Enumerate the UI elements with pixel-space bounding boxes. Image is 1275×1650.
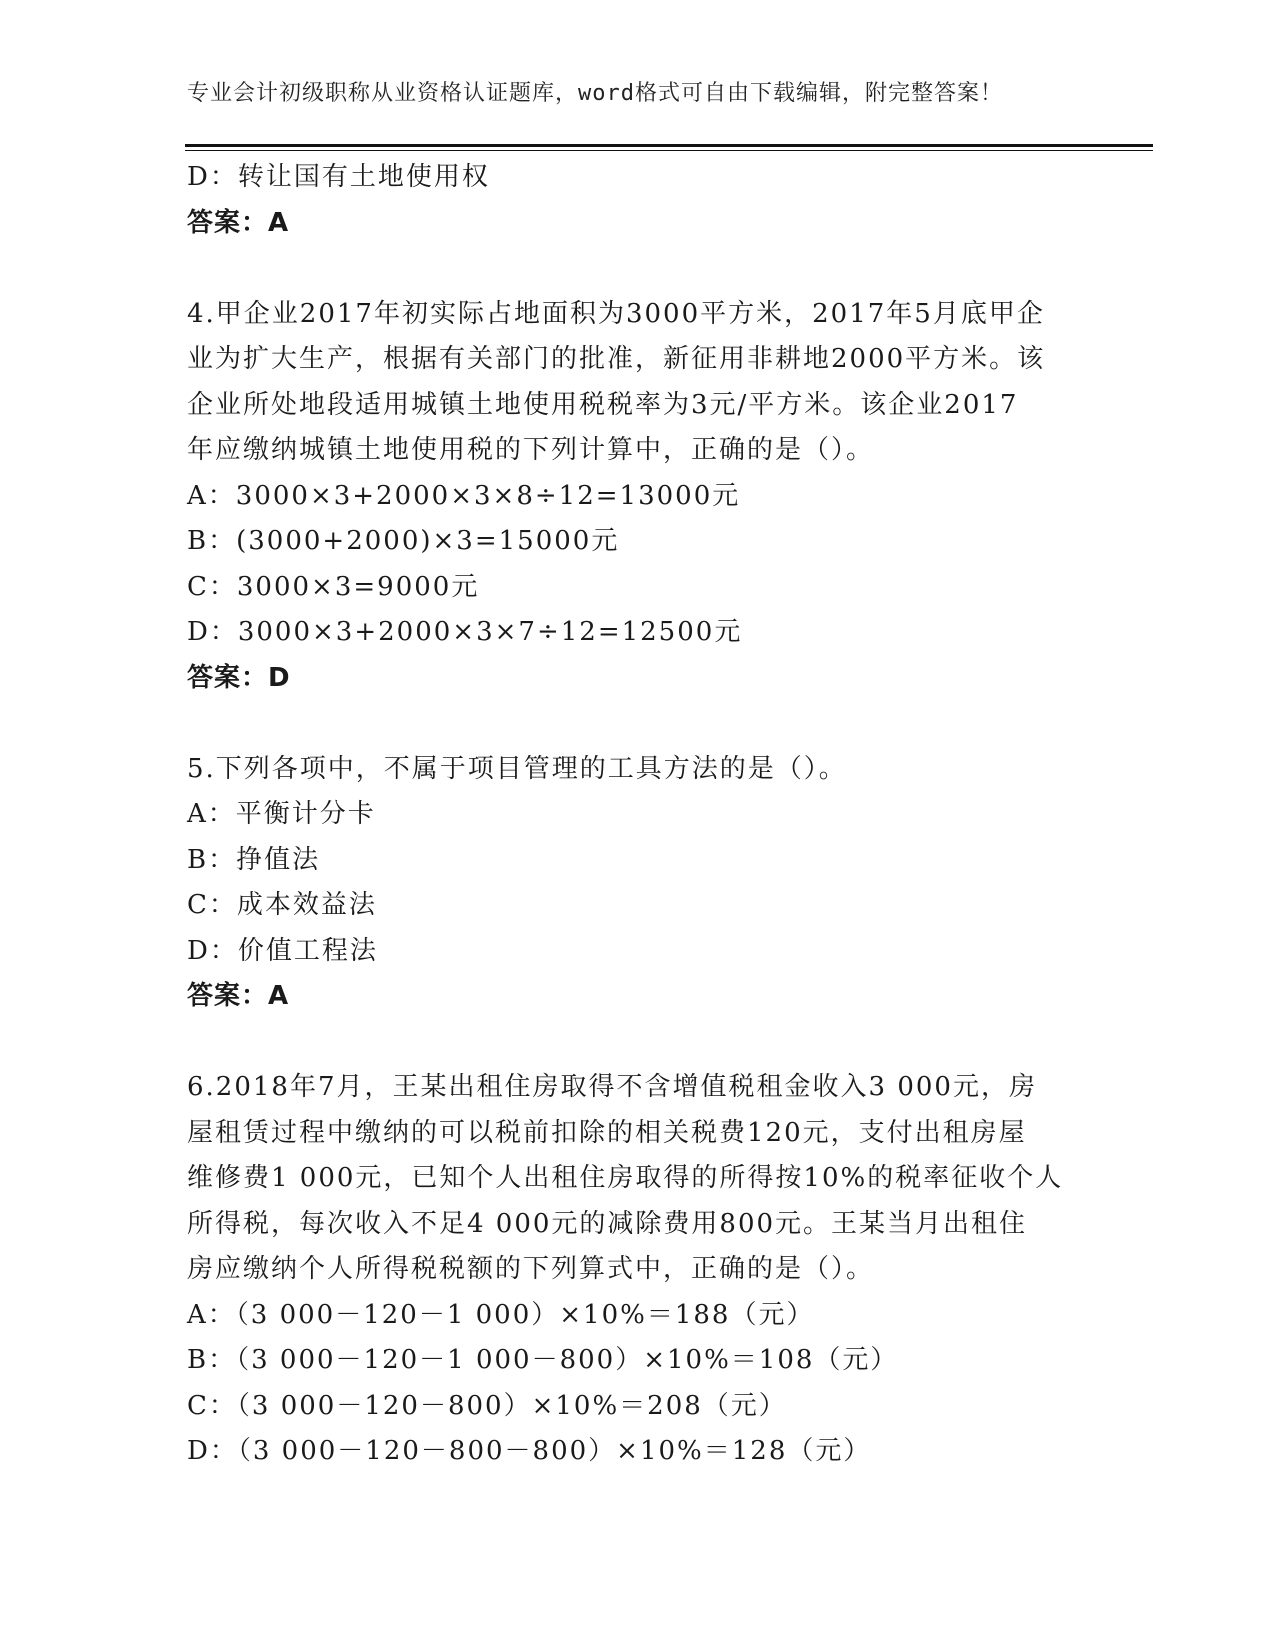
question-stem-line: 屋租赁过程中缴纳的可以税前扣除的相关税费120元，支付出租房屋 bbox=[187, 1117, 1027, 1148]
option-c: C：（3 000－120－800）×10%＝208（元） bbox=[187, 1390, 787, 1421]
option-d: D：（3 000－120－800－800）×10%＝128（元） bbox=[187, 1436, 872, 1466]
question-4 bbox=[187, 292, 1087, 702]
question-stem-line: 维修费1 000元，已知个人出租住房取得的所得按10%的税率征收个人 bbox=[187, 1163, 1064, 1193]
option-d: D：价值工程法 bbox=[187, 935, 378, 966]
option-c: C：成本效益法 bbox=[187, 890, 377, 920]
spacer bbox=[187, 1020, 1087, 1066]
option-a: A：平衡计分卡 bbox=[187, 799, 376, 829]
option-a: A：3000×3+2000×3×8÷12=13000元 bbox=[187, 480, 741, 511]
question-stem-line: 5.下列各项中，不属于项目管理的工具方法的是（）。 bbox=[187, 753, 847, 784]
header-rule-thin bbox=[185, 150, 1153, 151]
question-stem-line: 所得税，每次收入不足4 000元的减除费用800元。王某当月出租住 bbox=[187, 1208, 1028, 1239]
question-stem-line: 年应缴纳城镇土地使用税的下列计算中，正确的是（）。 bbox=[187, 435, 875, 465]
header-rule-thick bbox=[185, 144, 1153, 147]
answer: 答案：D bbox=[187, 662, 291, 693]
question-stem-line: 4.甲企业2017年初实际占地面积为3000平方米，2017年5月底甲企 bbox=[187, 298, 1045, 329]
spacer bbox=[187, 701, 1087, 747]
question-content bbox=[187, 155, 1087, 1475]
answer: 答案：A bbox=[187, 981, 290, 1011]
option-c: C：3000×3=9000元 bbox=[187, 571, 480, 602]
spacer bbox=[187, 246, 1087, 292]
option-a: A：（3 000－120－1 000）×10%＝188（元） bbox=[187, 1299, 815, 1330]
option-b: B：(3000+2000)×3=15000元 bbox=[187, 526, 620, 556]
option-b: B：（3 000－120－1 000－800）×10%＝108（元） bbox=[187, 1345, 899, 1375]
question-6 bbox=[187, 1065, 1087, 1475]
option-d: D：3000×3+2000×3×7÷12=12500元 bbox=[187, 617, 743, 647]
answer: 答案：A bbox=[187, 207, 290, 238]
option-d: D：转让国有土地使用权 bbox=[187, 162, 490, 192]
question-stem-line: 6.2018年7月，王某出租住房取得不含增值税租金收入3 000元，房 bbox=[187, 1072, 1037, 1102]
option-b: B：挣值法 bbox=[187, 844, 321, 875]
question-stem-line: 业为扩大生产，根据有关部门的批准，新征用非耕地2000平方米。该 bbox=[187, 344, 1046, 374]
page-header: 专业会计初级职称从业资格认证题库，word格式可自由下载编辑，附完整答案！ bbox=[187, 81, 1003, 106]
question-5 bbox=[187, 747, 1087, 1020]
question-stem-line: 企业所处地段适用城镇土地使用税税率为3元/平方米。该企业2017 bbox=[187, 389, 1019, 420]
question-stem-line: 房应缴纳个人所得税税额的下列算式中，正确的是（）。 bbox=[187, 1254, 875, 1284]
